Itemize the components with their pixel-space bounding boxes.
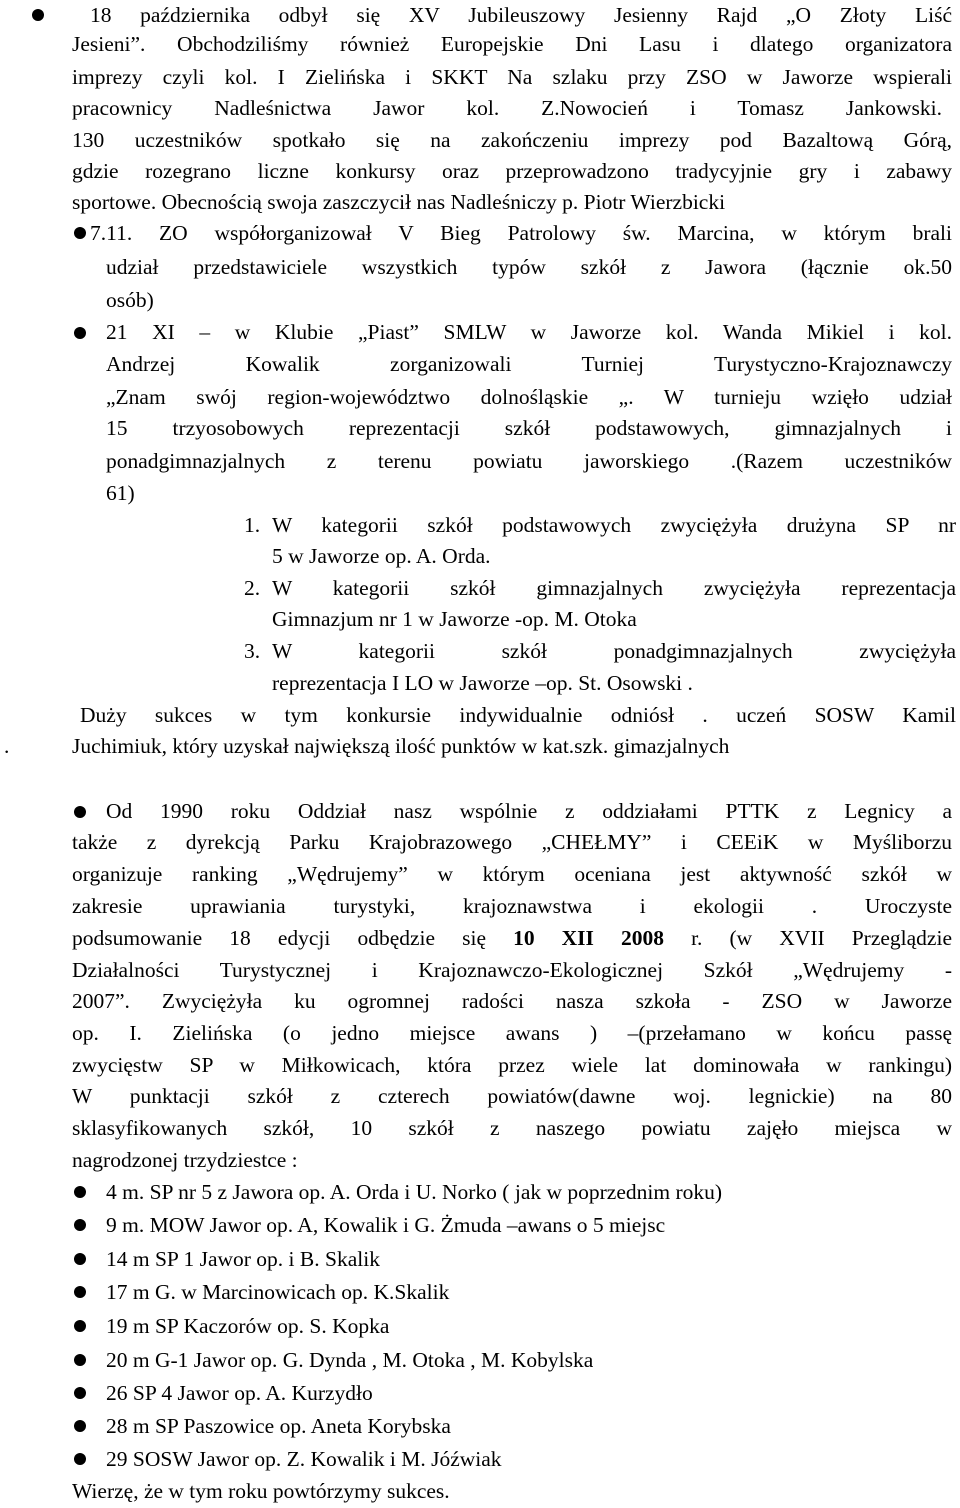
text-line: imprezy czyli kol. I Zielińska i SKKT Na szlaku przy ZSO w Jaworze wspierali (72, 65, 952, 89)
text-line: 2007”. Zwyciężyła ku ogromnej radości nasza szkoła - ZSO w Jaworze (72, 989, 952, 1013)
text-line: Andrzej Kowalik zorganizowali Turniej Turystyczno-Krajoznawczy (106, 352, 952, 376)
ranking-item: 29 SOSW Jawor op. Z. Kowalik i M. Jóźwiak (106, 1447, 502, 1471)
bullet-icon (74, 1219, 86, 1231)
ranking-item: 28 m SP Paszowice op. Aneta Korybska (106, 1414, 451, 1438)
text-line: 61) (106, 481, 135, 505)
text-line: sklasyfikowanych szkół, 10 szkół z naszego powiatu zajęło miejsca w (72, 1116, 952, 1140)
text-line: nagrodzonej trzydziestce : (72, 1148, 298, 1172)
text-line: Juchimiuk, który uzyskał największą ilość punktów w kat.szk. gimazjalnych (72, 734, 730, 758)
bullet-icon (74, 1420, 86, 1432)
text-line: osób) (106, 288, 154, 312)
bullet-icon (74, 806, 86, 818)
text-line: sportowe. Obecnością swoja zaszczycił nas Nadleśniczy p. Piotr Wierzbicki (72, 190, 726, 214)
text-line: Duży sukces w tym konkursie indywidualnie odniósł . uczeń SOSW Kamil (80, 703, 956, 727)
text-line: organizuje ranking „Wędrujemy” w którym oceniana jest aktywność szkół w (72, 862, 952, 886)
ranking-item: 9 m. MOW Jawor op. A, Kowalik i G. Żmuda –awans o 5 miejsc (106, 1213, 666, 1237)
ranking-item: 4 m. SP nr 5 z Jawora op. A. Orda i U. Norko ( jak w poprzednim roku) (106, 1180, 723, 1204)
result-line: W kategorii szkół gimnazjalnych zwyciężyła reprezentacja (272, 576, 956, 600)
bullet-icon (32, 9, 44, 21)
ranking-item: 17 m G. w Marcinowicach op. K.Skalik (106, 1280, 450, 1304)
text-line: gdzie rozegrano liczne konkursy oraz przeprowadzono tradycyjnie gry i zabawy (72, 159, 952, 183)
text-line: także z dyrekcją Parku Krajobrazowego „CHEŁMY” i CEEiK w Myśliborzu (72, 830, 952, 854)
text-fragment: r. (w XVII Przeglądzie (691, 926, 952, 950)
result-line: 5 w Jaworze op. A. Orda. (272, 544, 491, 568)
text-line: 7.11. ZO współorganizował V Bieg Patrolowy św. Marcina, w którym brali (90, 221, 952, 245)
bullet-icon (74, 1253, 86, 1265)
bullet-icon (74, 1387, 86, 1399)
stray-dot: . (4, 734, 10, 758)
result-line: W kategorii szkół ponadgimnazjalnych zwyciężyła (272, 639, 956, 663)
bullet-icon (74, 327, 86, 339)
ranking-item: 26 SP 4 Jawor op. A. Kurzydło (106, 1381, 373, 1405)
bullet-icon (74, 1186, 86, 1198)
result-line: reprezentacja I LO w Jaworze –op. St. Osowski . (272, 671, 693, 695)
bullet-icon (74, 1354, 86, 1366)
ranking-item: 19 m SP Kaczorów op. S. Kopka (106, 1314, 390, 1338)
result-number: 2. (244, 576, 261, 600)
text-line: Jesieni”. Obchodziliśmy również Europejskie Dni Lasu i dlatego organizatora (72, 32, 952, 56)
result-number: 3. (244, 639, 261, 663)
text-line: Od 1990 roku Oddział nasz wspólnie z oddziałami PTTK z Legnicy a (106, 799, 952, 823)
bullet-icon (74, 1453, 86, 1465)
text-line (72, 923, 952, 953)
text-line: ponadgimnazjalnych z terenu powiatu jaworskiego .(Razem uczestników (106, 449, 952, 473)
text-line: udział przedstawiciele wszystkich typów szkół z Jawora (łącznie ok.50 (106, 255, 952, 279)
ranking-item: 14 m SP 1 Jawor op. i B. Skalik (106, 1247, 380, 1271)
result-number: 1. (244, 513, 261, 537)
bullet-icon (74, 1286, 86, 1298)
text-line: zwycięstw SP w Miłkowicach, która przez wiele lat dominowała w rankingu) (72, 1053, 952, 1077)
text-line: 130 uczestników spotkało się na zakończeniu imprezy pod Bazaltową Górą, (72, 128, 952, 152)
text-line: „Znam swój region-województwo dolnośląskie „. W turnieju wzięło udział (106, 385, 952, 409)
text-line: zakresie uprawiania turystyki, krajoznawstwa i ekologii . Uroczyste (72, 894, 952, 918)
text-line: op. I. Zielińska (o jedno miejsce awans ) –(przełamano w końcu passę (72, 1021, 952, 1045)
result-line: Gimnazjum nr 1 w Jaworze -op. M. Otoka (272, 607, 637, 631)
bullet-icon (74, 1320, 86, 1332)
text-fragment: podsumowanie 18 edycji odbędzie się (72, 926, 486, 950)
ranking-item: 20 m G-1 Jawor op. G. Dynda , M. Otoka , M. Kobylska (106, 1348, 594, 1372)
bullet-icon (74, 227, 86, 239)
text-line: 18 października odbył się XV Jubileuszowy Jesienny Rajd „O Złoty Liść (90, 3, 952, 27)
result-line: W kategorii szkół podstawowych zwyciężyła drużyna SP nr (272, 513, 956, 537)
text-line: 21 XI – w Klubie „Piast” SMLW w Jaworze kol. Wanda Mikiel i kol. (106, 320, 952, 344)
date-highlight: 10 XII 2008 (513, 926, 664, 950)
closing-line: Wierzę, że w tym roku powtórzymy sukces. (72, 1479, 450, 1503)
text-line: W punktacji szkół z czterech powiatów(dawne woj. legnickie) na 80 (72, 1084, 952, 1108)
text-line: Działalności Turystycznej i Krajoznawczo-Ekologicznej Szkół „Wędrujemy - (72, 958, 952, 982)
text-line: pracownicy Nadleśnictwa Jawor kol. Z.Nowocień i Tomasz Jankowski. (72, 96, 942, 120)
text-line: 15 trzyosobowych reprezentacji szkół podstawowych, gimnazjalnych i (106, 416, 952, 440)
